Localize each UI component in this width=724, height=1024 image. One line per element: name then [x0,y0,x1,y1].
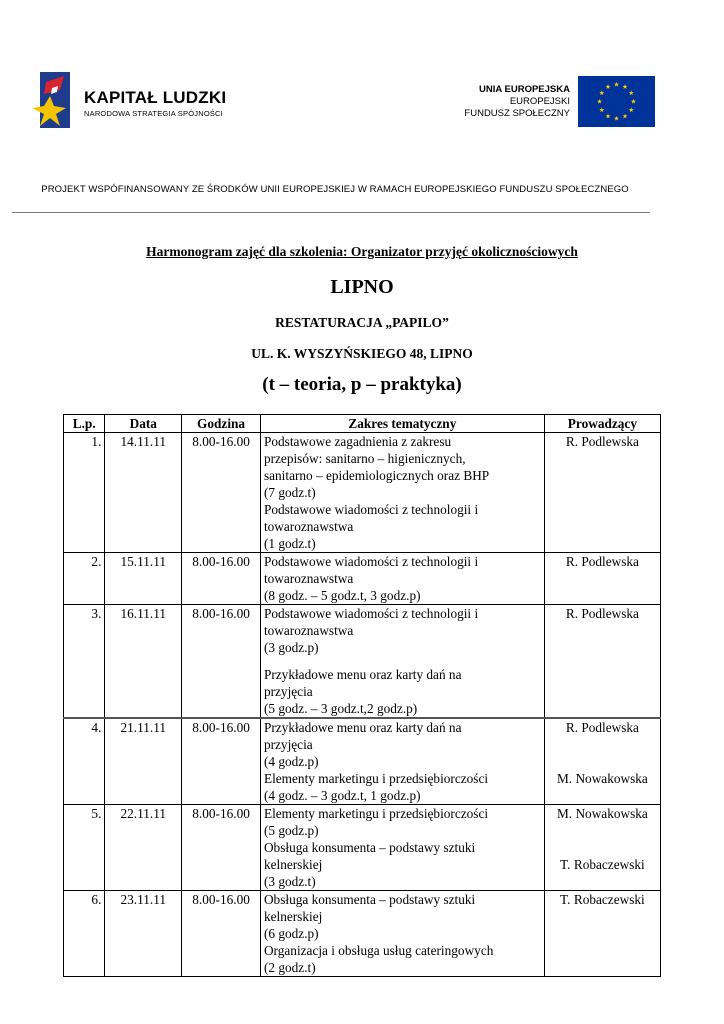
restaurant-address: UL. K. WYSZYŃSKIEGO 48, LIPNO [251,346,473,361]
cell-hours: 8.00-16.00 [182,553,261,605]
cell-date: 15.11.11 [105,553,182,605]
topic-line: Przykładowe menu oraz karty dań na [263,667,462,682]
topic-line: Przykładowe menu oraz karty dań na [263,720,462,735]
topic-line: towaroznawstwa [263,571,354,586]
cell-lp: 5. [64,805,105,891]
table-row [64,718,661,805]
header-date: Data [105,415,182,433]
table-row [64,605,661,719]
topic-line: Organizacja i obsługa usług cateringowych [263,943,494,958]
cell-hours: 8.00-16.00 [182,718,261,805]
table-row [64,805,661,891]
topic-line: Obsługa konsumenta – podstawy sztuki [263,840,476,855]
topic-line: (4 godz. – 3 godz.t, 1 godz.p) [263,788,421,803]
header-lp: L.p. [64,415,105,433]
cell-topic [260,433,544,553]
cell-date: 14.11.11 [105,433,182,553]
paragraph-gap [264,656,541,666]
lead-name: R. Podlewska [565,554,639,569]
cell-lead [544,805,660,891]
topic-line: (3 godz.t) [263,874,316,889]
cell-hours: 8.00-16.00 [182,805,261,891]
cell-lead [544,891,660,977]
ue-line3: FUNDUSZ SPOŁECZNY [464,108,570,119]
cell-lead [544,605,660,719]
topic-line: (5 godz. – 3 godz.t,2 godz.p) [263,701,418,716]
lead-name: M. Nowakowska [556,771,648,786]
ue-line2: EUROPEJSKI [509,96,570,107]
document-title: Harmonogram zajęć dla szkolenia: Organizator przyjęć okolicznościowych [146,244,578,259]
topic-line: kelnerskiej [263,909,323,924]
topic-line: (7 godz.t) [263,485,316,500]
cell-date: 23.11.11 [105,891,182,977]
cell-date: 16.11.11 [105,605,182,719]
legend: (t – teoria, p – praktyka) [262,374,462,395]
cell-hours: 8.00-16.00 [182,891,261,977]
lead-name: T. Robaczewski [560,857,645,872]
cell-topic [260,553,544,605]
topic-line: przyjęcia [263,684,313,699]
lead-name: M. Nowakowska [556,806,648,821]
cell-lead [544,553,660,605]
topic-line: Obsługa konsumenta – podstawy sztuki [263,892,476,907]
topic-line: (4 godz.p) [263,754,319,769]
cell-topic [260,805,544,891]
cell-date: 22.11.11 [105,805,182,891]
topic-line: (1 godz.t) [263,536,316,551]
lead-name: R. Podlewska [565,606,639,621]
kapital-ludzki-title: KAPITAŁ LUDZKI [84,88,227,107]
table-header-row [64,415,661,433]
topic-line: kelnerskiej [263,857,323,872]
lead-name: R. Podlewska [565,434,639,449]
kapital-ludzki-logo [30,68,74,132]
cell-lp: 6. [64,891,105,977]
topic-line: Elementy marketingu i przedsiębiorczości [263,771,489,786]
ue-title: UNIA EUROPEJSKA [479,84,570,95]
topic-line: przepisów: sanitarno – higienicznych, [263,451,466,466]
topic-line: Elementy marketingu i przedsiębiorczości [263,806,489,821]
table-row [64,433,661,553]
topic-line: Podstawowe wiadomości z technologii i [263,554,479,569]
schedule-table [63,414,661,977]
topic-line: towaroznawstwa [263,623,354,638]
topic-line: Podstawowe zagadnienia z zakresu [263,434,452,449]
topic-line: (8 godz. – 5 godz.t, 3 godz.p) [263,588,421,603]
header-topic: Zakres tematyczny [260,415,544,433]
cell-hours: 8.00-16.00 [182,433,261,553]
topic-line: (5 godz.p) [263,823,319,838]
cell-lead [544,433,660,553]
cell-topic [260,718,544,805]
topic-line: Podstawowe wiadomości z technologii i [263,606,479,621]
project-cofinancing-line: PROJEKT WSPÓFINANSOWANY ZE ŚRODKÓW UNII EUROPEJSKIEJ W RAMACH EUROPEJSKIEGO FUNDUSZU SPOŁECZNEGO [41,184,629,195]
table-row [64,553,661,605]
topic-line: (3 godz.p) [263,640,319,655]
cell-hours: 8.00-16.00 [182,605,261,719]
lead-name: T. Robaczewski [560,892,645,907]
cell-topic [260,605,544,719]
cell-date: 21.11.11 [105,718,182,805]
city-heading: LIPNO [330,276,394,298]
lead-name: R. Podlewska [565,720,639,735]
topic-line: Podstawowe wiadomości z technologii i [263,502,479,517]
header-divider [12,212,650,213]
topic-line: towaroznawstwa [263,519,354,534]
header-hours: Godzina [182,415,261,433]
restaurant-name: RESTATURACJA „PAPILO” [275,315,449,330]
topic-line: sanitarno – epidemiologicznych oraz BHP [263,468,490,483]
table-row [64,891,661,977]
topic-line: (2 godz.t) [263,960,316,975]
topic-line: (6 godz.p) [263,926,319,941]
cell-lp: 3. [64,605,105,719]
topic-line: przyjęcia [263,737,313,752]
cell-lp: 1. [64,433,105,553]
cell-lead [544,718,660,805]
cell-topic [260,891,544,977]
eu-flag-icon [578,76,655,127]
cell-lp: 2. [64,553,105,605]
cell-lp: 4. [64,718,105,805]
header-lead: Prowadzący [544,415,660,433]
kapital-ludzki-subtitle: NARODOWA STRATEGIA SPÓJNOŚCI [84,109,223,118]
